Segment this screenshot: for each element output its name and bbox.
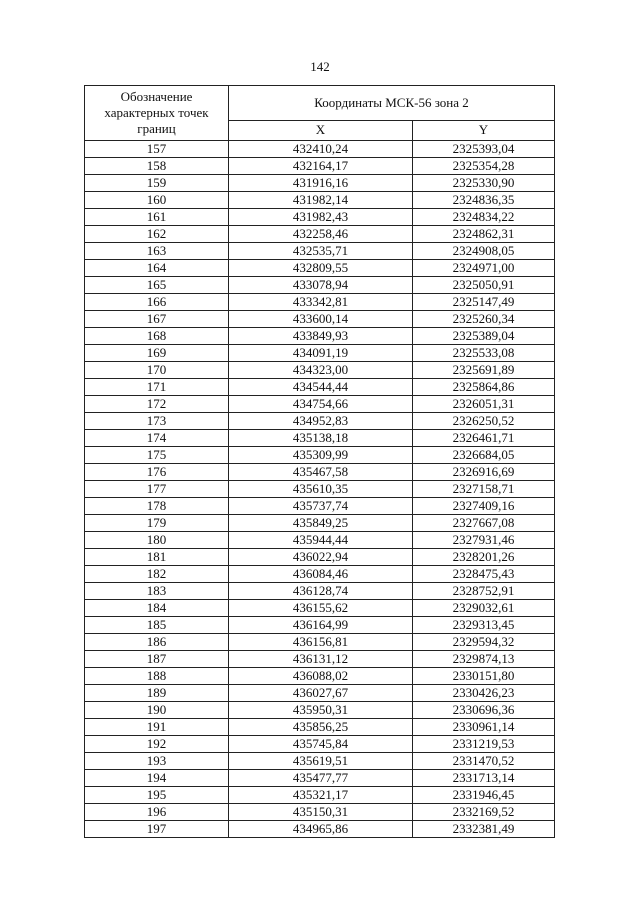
point-number-cell: 188 bbox=[85, 668, 229, 685]
x-coordinate-cell: 436131,12 bbox=[229, 651, 413, 668]
table-row bbox=[85, 362, 555, 379]
point-number-cell: 175 bbox=[85, 447, 229, 464]
y-coordinate-cell: 2325533,08 bbox=[413, 345, 555, 362]
table-row bbox=[85, 549, 555, 566]
y-coordinate-cell: 2326250,52 bbox=[413, 413, 555, 430]
point-number-cell: 184 bbox=[85, 600, 229, 617]
x-coordinate-cell: 436088,02 bbox=[229, 668, 413, 685]
y-coordinate-cell: 2329874,13 bbox=[413, 651, 555, 668]
x-coordinate-cell: 434965,86 bbox=[229, 821, 413, 838]
point-number-cell: 158 bbox=[85, 158, 229, 175]
x-coordinate-cell: 431916,16 bbox=[229, 175, 413, 192]
table-row bbox=[85, 668, 555, 685]
table-row bbox=[85, 294, 555, 311]
x-coordinate-cell: 435849,25 bbox=[229, 515, 413, 532]
x-coordinate-cell: 435309,99 bbox=[229, 447, 413, 464]
y-coordinate-cell: 2325864,86 bbox=[413, 379, 555, 396]
y-coordinate-cell: 2331470,52 bbox=[413, 753, 555, 770]
point-number-cell: 174 bbox=[85, 430, 229, 447]
coordinates-table bbox=[84, 85, 555, 838]
table-row bbox=[85, 753, 555, 770]
point-number-cell: 191 bbox=[85, 719, 229, 736]
point-number-cell: 186 bbox=[85, 634, 229, 651]
x-column-header: X bbox=[229, 120, 413, 140]
table-row bbox=[85, 787, 555, 804]
point-number-cell: 179 bbox=[85, 515, 229, 532]
table-row bbox=[85, 277, 555, 294]
point-number-cell: 161 bbox=[85, 209, 229, 226]
table-row bbox=[85, 379, 555, 396]
y-coordinate-cell: 2330696,36 bbox=[413, 702, 555, 719]
point-number-cell: 195 bbox=[85, 787, 229, 804]
y-coordinate-cell: 2324908,05 bbox=[413, 243, 555, 260]
table-row bbox=[85, 345, 555, 362]
x-coordinate-cell: 435138,18 bbox=[229, 430, 413, 447]
point-number-cell: 169 bbox=[85, 345, 229, 362]
y-coordinate-cell: 2330151,80 bbox=[413, 668, 555, 685]
y-coordinate-cell: 2326051,31 bbox=[413, 396, 555, 413]
point-number-cell: 189 bbox=[85, 685, 229, 702]
table-row bbox=[85, 464, 555, 481]
table-row bbox=[85, 617, 555, 634]
x-coordinate-cell: 436128,74 bbox=[229, 583, 413, 600]
x-coordinate-cell: 435737,74 bbox=[229, 498, 413, 515]
point-number-cell: 182 bbox=[85, 566, 229, 583]
point-number-cell: 183 bbox=[85, 583, 229, 600]
table-row bbox=[85, 243, 555, 260]
x-coordinate-cell: 433600,14 bbox=[229, 311, 413, 328]
point-number-cell: 168 bbox=[85, 328, 229, 345]
x-coordinate-cell: 435610,35 bbox=[229, 481, 413, 498]
y-coordinate-cell: 2329032,61 bbox=[413, 600, 555, 617]
table-row bbox=[85, 328, 555, 345]
point-number-cell: 159 bbox=[85, 175, 229, 192]
y-coordinate-cell: 2325389,04 bbox=[413, 328, 555, 345]
table-body bbox=[85, 141, 555, 838]
table-row bbox=[85, 192, 555, 209]
table-row bbox=[85, 209, 555, 226]
x-coordinate-cell: 436084,46 bbox=[229, 566, 413, 583]
point-number-cell: 172 bbox=[85, 396, 229, 413]
y-coordinate-cell: 2325260,34 bbox=[413, 311, 555, 328]
table-row bbox=[85, 719, 555, 736]
point-number-cell: 170 bbox=[85, 362, 229, 379]
y-coordinate-cell: 2332169,52 bbox=[413, 804, 555, 821]
y-coordinate-cell: 2332381,49 bbox=[413, 821, 555, 838]
point-number-cell: 187 bbox=[85, 651, 229, 668]
x-coordinate-cell: 434754,66 bbox=[229, 396, 413, 413]
point-number-cell: 192 bbox=[85, 736, 229, 753]
x-coordinate-cell: 436164,99 bbox=[229, 617, 413, 634]
x-coordinate-cell: 432258,46 bbox=[229, 226, 413, 243]
x-coordinate-cell: 435950,31 bbox=[229, 702, 413, 719]
point-number-cell: 171 bbox=[85, 379, 229, 396]
point-number-cell: 180 bbox=[85, 532, 229, 549]
point-number-cell: 162 bbox=[85, 226, 229, 243]
y-coordinate-cell: 2331946,45 bbox=[413, 787, 555, 804]
x-coordinate-cell: 432164,17 bbox=[229, 158, 413, 175]
x-coordinate-cell: 435856,25 bbox=[229, 719, 413, 736]
x-coordinate-cell: 434091,19 bbox=[229, 345, 413, 362]
x-coordinate-cell: 432410,24 bbox=[229, 141, 413, 158]
point-number-cell: 178 bbox=[85, 498, 229, 515]
point-number-cell: 165 bbox=[85, 277, 229, 294]
table-row bbox=[85, 447, 555, 464]
y-coordinate-cell: 2328475,43 bbox=[413, 566, 555, 583]
table-row bbox=[85, 175, 555, 192]
table-row bbox=[85, 260, 555, 277]
y-coordinate-cell: 2326916,69 bbox=[413, 464, 555, 481]
point-number-cell: 177 bbox=[85, 481, 229, 498]
y-coordinate-cell: 2327409,16 bbox=[413, 498, 555, 515]
x-coordinate-cell: 431982,43 bbox=[229, 209, 413, 226]
table-row bbox=[85, 634, 555, 651]
table-row bbox=[85, 396, 555, 413]
table-row bbox=[85, 583, 555, 600]
y-coordinate-cell: 2329313,45 bbox=[413, 617, 555, 634]
y-coordinate-cell: 2324971,00 bbox=[413, 260, 555, 277]
y-coordinate-cell: 2328752,91 bbox=[413, 583, 555, 600]
point-number-cell: 167 bbox=[85, 311, 229, 328]
point-number-cell: 160 bbox=[85, 192, 229, 209]
x-coordinate-cell: 435477,77 bbox=[229, 770, 413, 787]
table-row bbox=[85, 600, 555, 617]
y-coordinate-cell: 2325393,04 bbox=[413, 141, 555, 158]
table-row bbox=[85, 311, 555, 328]
x-coordinate-cell: 435321,17 bbox=[229, 787, 413, 804]
x-coordinate-cell: 436022,94 bbox=[229, 549, 413, 566]
point-number-cell: 190 bbox=[85, 702, 229, 719]
y-coordinate-cell: 2327158,71 bbox=[413, 481, 555, 498]
page-number: 142 bbox=[310, 59, 330, 74]
y-coordinate-cell: 2330426,23 bbox=[413, 685, 555, 702]
table-row bbox=[85, 158, 555, 175]
point-number-cell: 163 bbox=[85, 243, 229, 260]
table-row bbox=[85, 804, 555, 821]
y-coordinate-cell: 2324834,22 bbox=[413, 209, 555, 226]
point-number-cell: 197 bbox=[85, 821, 229, 838]
table-row bbox=[85, 685, 555, 702]
y-coordinate-cell: 2326461,71 bbox=[413, 430, 555, 447]
y-coordinate-cell: 2329594,32 bbox=[413, 634, 555, 651]
y-coordinate-cell: 2330961,14 bbox=[413, 719, 555, 736]
point-number-cell: 173 bbox=[85, 413, 229, 430]
table-row bbox=[85, 651, 555, 668]
y-column-header: Y bbox=[413, 120, 555, 140]
point-number-cell: 181 bbox=[85, 549, 229, 566]
y-coordinate-cell: 2325354,28 bbox=[413, 158, 555, 175]
table-row bbox=[85, 515, 555, 532]
point-number-cell: 193 bbox=[85, 753, 229, 770]
table-row bbox=[85, 702, 555, 719]
x-coordinate-cell: 433849,93 bbox=[229, 328, 413, 345]
y-coordinate-cell: 2331713,14 bbox=[413, 770, 555, 787]
x-coordinate-cell: 433342,81 bbox=[229, 294, 413, 311]
y-coordinate-cell: 2326684,05 bbox=[413, 447, 555, 464]
x-coordinate-cell: 435745,84 bbox=[229, 736, 413, 753]
x-coordinate-cell: 436027,67 bbox=[229, 685, 413, 702]
x-coordinate-cell: 434323,00 bbox=[229, 362, 413, 379]
point-number-cell: 196 bbox=[85, 804, 229, 821]
table-row bbox=[85, 736, 555, 753]
table-row bbox=[85, 821, 555, 838]
table-row bbox=[85, 413, 555, 430]
point-number-cell: 185 bbox=[85, 617, 229, 634]
table-row bbox=[85, 532, 555, 549]
x-coordinate-cell: 436155,62 bbox=[229, 600, 413, 617]
y-coordinate-cell: 2325330,90 bbox=[413, 175, 555, 192]
y-coordinate-cell: 2328201,26 bbox=[413, 549, 555, 566]
table-row bbox=[85, 430, 555, 447]
point-number-cell: 176 bbox=[85, 464, 229, 481]
point-number-cell: 166 bbox=[85, 294, 229, 311]
x-coordinate-cell: 433078,94 bbox=[229, 277, 413, 294]
x-coordinate-cell: 432809,55 bbox=[229, 260, 413, 277]
table-row bbox=[85, 226, 555, 243]
x-coordinate-cell: 431982,14 bbox=[229, 192, 413, 209]
table-row bbox=[85, 566, 555, 583]
point-designation-header: Обозначение характерных точек границ bbox=[85, 86, 229, 141]
y-coordinate-cell: 2325691,89 bbox=[413, 362, 555, 379]
table-row bbox=[85, 141, 555, 158]
y-coordinate-cell: 2325147,49 bbox=[413, 294, 555, 311]
coordinates-header: Координаты МСК-56 зона 2 bbox=[229, 86, 555, 121]
point-number-cell: 157 bbox=[85, 141, 229, 158]
y-coordinate-cell: 2327931,46 bbox=[413, 532, 555, 549]
x-coordinate-cell: 432535,71 bbox=[229, 243, 413, 260]
y-coordinate-cell: 2331219,53 bbox=[413, 736, 555, 753]
x-coordinate-cell: 436156,81 bbox=[229, 634, 413, 651]
x-coordinate-cell: 434952,83 bbox=[229, 413, 413, 430]
x-coordinate-cell: 435944,44 bbox=[229, 532, 413, 549]
y-coordinate-cell: 2324836,35 bbox=[413, 192, 555, 209]
point-number-cell: 164 bbox=[85, 260, 229, 277]
table-row bbox=[85, 481, 555, 498]
table-row bbox=[85, 498, 555, 515]
y-coordinate-cell: 2327667,08 bbox=[413, 515, 555, 532]
x-coordinate-cell: 434544,44 bbox=[229, 379, 413, 396]
x-coordinate-cell: 435619,51 bbox=[229, 753, 413, 770]
y-coordinate-cell: 2324862,31 bbox=[413, 226, 555, 243]
x-coordinate-cell: 435150,31 bbox=[229, 804, 413, 821]
table-row bbox=[85, 770, 555, 787]
point-number-cell: 194 bbox=[85, 770, 229, 787]
y-coordinate-cell: 2325050,91 bbox=[413, 277, 555, 294]
x-coordinate-cell: 435467,58 bbox=[229, 464, 413, 481]
